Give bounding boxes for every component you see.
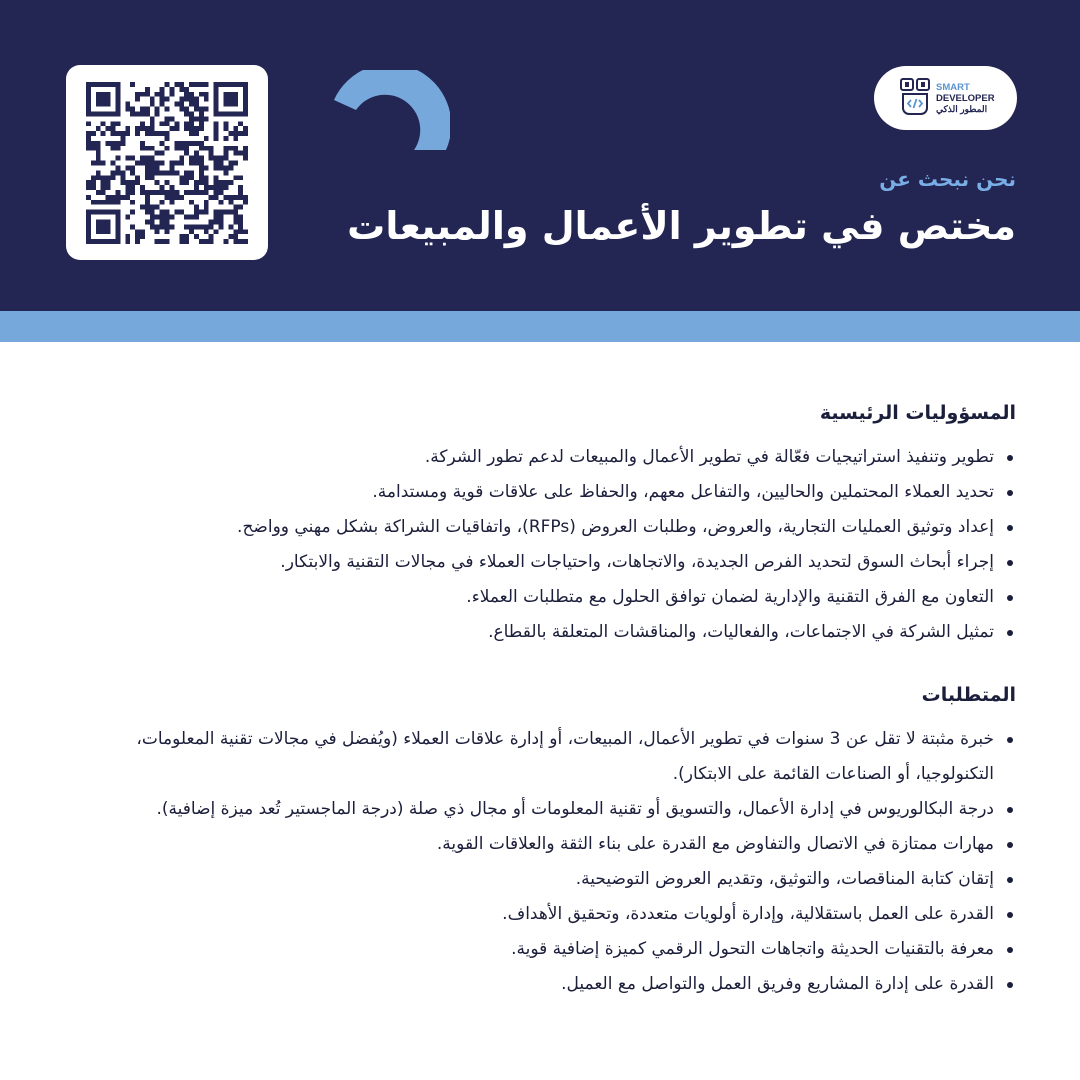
arc-decoration-icon bbox=[330, 70, 450, 150]
logo-line-1: SMART bbox=[936, 82, 970, 93]
list-item: القدرة على إدارة المشاريع وفريق العمل والتواصل مع العميل. bbox=[56, 967, 1016, 1002]
list-item: تمثيل الشركة في الاجتماعات، والفعاليات، والمناقشات المتعلقة بالقطاع. bbox=[56, 615, 1016, 650]
logo-line-2: DEVELOPER bbox=[936, 93, 995, 104]
qr-code-icon bbox=[86, 82, 248, 244]
job-details bbox=[56, 398, 1016, 1002]
accent-stripe bbox=[0, 311, 1080, 342]
list-item: تطوير وتنفيذ استراتيجيات فعّالة في تطوير الأعمال والمبيعات لدعم تطور الشركة. bbox=[56, 440, 1016, 475]
list-item: معرفة بالتقنيات الحديثة واتجاهات التحول الرقمي كميزة إضافية قوية. bbox=[56, 932, 1016, 967]
list-item: القدرة على العمل باستقلالية، وإدارة أولويات متعددة، وتحقيق الأهداف. bbox=[56, 897, 1016, 932]
requirements-heading: المتطلبات bbox=[921, 684, 1016, 706]
smart-developer-logo-icon bbox=[900, 78, 930, 118]
list-item: خبرة مثبتة لا تقل عن 3 سنوات في تطوير الأعمال، المبيعات، أو إدارة علاقات العملاء (ويُفضل في مجالات تقنية المعلومات، التكنولوجيا، أو الصناعات القائمة على الابتكار). bbox=[56, 722, 1016, 792]
list-item: إعداد وتوثيق العمليات التجارية، والعروض، وطلبات العروض (RFPs)، واتفاقيات الشراكة بشكل مهني وواضح. bbox=[56, 510, 1016, 545]
list-item: إتقان كتابة المناقصات، والتوثيق، وتقديم العروض التوضيحية. bbox=[56, 862, 1016, 897]
logo-wordmark bbox=[936, 82, 995, 115]
list-item: درجة البكالوريوس في إدارة الأعمال، والتسويق أو تقنية المعلومات أو مجال ذي صلة (درجة الماجستير تُعد ميزة إضافية). bbox=[56, 792, 1016, 827]
qr-card bbox=[66, 65, 268, 260]
list-item: مهارات ممتازة في الاتصال والتفاوض مع القدرة على بناء الثقة والعلاقات القوية. bbox=[56, 827, 1016, 862]
requirements-list bbox=[56, 722, 1016, 1002]
logo-line-3: المطور الذكي bbox=[936, 104, 988, 114]
responsibilities-list bbox=[56, 440, 1016, 650]
responsibilities-heading: المسؤوليات الرئيسية bbox=[819, 402, 1016, 424]
list-item: إجراء أبحاث السوق لتحديد الفرص الجديدة، والاتجاهات، واحتياجات العملاء في مجالات التقنية والابتكار. bbox=[56, 545, 1016, 580]
header-banner bbox=[0, 0, 1080, 311]
list-item: تحديد العملاء المحتملين والحاليين، والتفاعل معهم، والحفاظ على علاقات قوية ومستدامة. bbox=[56, 475, 1016, 510]
page-title: مختص في تطوير الأعمال والمبيعات bbox=[347, 204, 1016, 248]
company-logo bbox=[874, 66, 1017, 130]
header-kicker: نحن نبحث عن bbox=[879, 167, 1016, 191]
list-item: التعاون مع الفرق التقنية والإدارية لضمان توافق الحلول مع متطلبات العملاء. bbox=[56, 580, 1016, 615]
